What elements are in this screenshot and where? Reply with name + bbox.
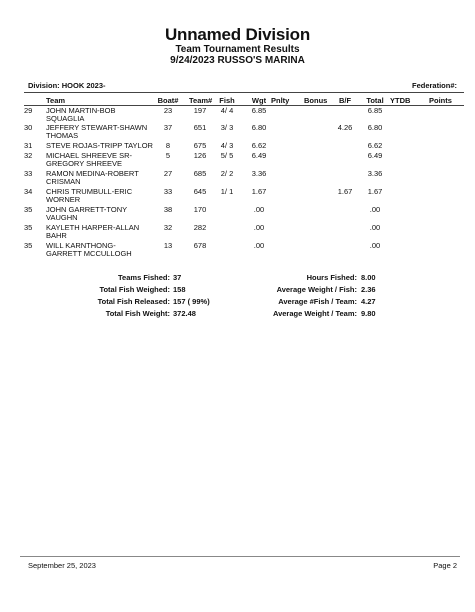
total-cell: 6.62: [367, 141, 383, 150]
team-cell: JEFFERY STEWART-SHAWN THOMAS: [46, 123, 148, 140]
col-ytdb: YTDB: [390, 96, 411, 105]
total-cell: .00: [369, 223, 381, 232]
rank-cell: 29: [24, 106, 33, 115]
boat-cell: 8: [165, 141, 171, 150]
team-number-cell: 675: [193, 141, 207, 150]
avg-weight-fish-label: Average Weight / Fish:: [276, 285, 357, 294]
fish-cell: 3/ 3: [220, 123, 234, 132]
weight-cell: .00: [253, 205, 265, 214]
fish-cell: 5/ 5: [220, 151, 234, 160]
weight-cell: 6.62: [251, 141, 267, 150]
col-fish: Fish: [219, 96, 235, 105]
hours-fished-value: 8.00: [361, 273, 376, 282]
division-label: Division: HOOK 2023-: [28, 81, 106, 90]
rank-cell: 32: [24, 151, 33, 160]
table-row: [24, 123, 464, 141]
team-cell: JOHN GARRETT-TONY VAUGHN: [46, 205, 127, 222]
avg-fish-team-value: 4.27: [361, 297, 376, 306]
total-fish-weight-label: Total Fish Weight:: [105, 309, 170, 318]
fish-cell: 2/ 2: [220, 169, 234, 178]
table-header: [24, 92, 464, 106]
team-cell: CHRIS TRUMBULL-ERIC WORNER: [46, 187, 133, 204]
federation-label: Federation#:: [411, 81, 457, 90]
total-fish-weighed-value: 158: [173, 285, 186, 294]
team-number-cell: 126: [193, 151, 207, 160]
summary-row: [0, 297, 475, 309]
fish-cell: 4/ 3: [220, 141, 234, 150]
weight-cell: 1.67: [251, 187, 267, 196]
table-row: [24, 169, 464, 187]
total-cell: 6.85: [367, 106, 383, 115]
hours-fished-label: Hours Fished:: [306, 273, 357, 282]
teams-fished-label: Teams Fished:: [118, 273, 170, 282]
table-row: [24, 223, 464, 241]
boat-cell: 5: [165, 151, 171, 160]
col-total: Total: [366, 96, 384, 105]
rank-cell: 35: [24, 223, 33, 232]
report-title: Unnamed Division: [164, 25, 311, 44]
page-number: Page 2: [433, 561, 457, 570]
total-cell: 6.49: [367, 151, 383, 160]
team-number-cell: 282: [193, 223, 207, 232]
avg-weight-fish-value: 2.36: [361, 285, 376, 294]
report-header: [0, 26, 475, 66]
col-team-number: Team#: [189, 96, 213, 105]
fish-cell: 4/ 4: [220, 106, 234, 115]
total-cell: 3.36: [367, 169, 383, 178]
weight-cell: .00: [253, 241, 265, 250]
rank-cell: 30: [24, 123, 33, 132]
team-cell: WILL KARNTHONG-GARRETT MCCULLOGH: [46, 241, 132, 258]
weight-cell: 6.80: [251, 123, 267, 132]
boat-cell: 33: [163, 187, 173, 196]
table-row: [24, 205, 464, 223]
col-points: Points: [429, 96, 452, 105]
avg-weight-team-value: 9.80: [361, 309, 376, 318]
team-cell: MICHAEL SHREEVE SR-GREGORY SHREEVE: [46, 151, 132, 168]
summary-block: [0, 273, 475, 321]
col-weight: Wgt: [251, 96, 267, 105]
footer-date: September 25, 2023: [28, 561, 96, 570]
rank-cell: 34: [24, 187, 33, 196]
total-fish-weight-value: 372.48: [173, 309, 196, 318]
rank-cell: 35: [24, 241, 33, 250]
table-row: [24, 241, 464, 259]
report-subtitle: Team Tournament Results: [175, 44, 300, 55]
team-cell: STEVE ROJAS-TRIPP TAYLOR: [46, 141, 153, 150]
total-fish-released-label: Total Fish Released:: [97, 297, 170, 306]
team-cell: RAMON MEDINA-ROBERT CRISMAN: [46, 169, 139, 186]
total-cell: 6.80: [367, 123, 383, 132]
total-cell: .00: [369, 205, 381, 214]
report-date-line: 9/24/2023 RUSSO'S MARINA: [170, 55, 305, 66]
boat-cell: 13: [163, 241, 173, 250]
total-cell: .00: [369, 241, 381, 250]
avg-weight-team-label: Average Weight / Team:: [272, 309, 357, 318]
team-number-cell: 645: [193, 187, 207, 196]
rank-cell: 33: [24, 169, 33, 178]
rank-cell: 31: [24, 141, 33, 150]
team-number-cell: 651: [193, 123, 207, 132]
col-team: Team: [46, 96, 66, 105]
table-row: [24, 151, 464, 169]
team-cell: KAYLETH HARPER-ALLAN BAHR: [46, 223, 140, 240]
weight-cell: .00: [253, 223, 265, 232]
avg-fish-team-label: Average #Fish / Team:: [278, 297, 357, 306]
boat-cell: 27: [163, 169, 173, 178]
col-penalty: Pnlty: [271, 96, 290, 105]
weight-cell: 6.85: [251, 106, 267, 115]
summary-row: [0, 285, 475, 297]
rank-cell: 35: [24, 205, 33, 214]
big-fish-cell: 1.67: [337, 187, 353, 196]
table-row: [24, 187, 464, 205]
team-number-cell: 170: [193, 205, 207, 214]
boat-cell: 38: [163, 205, 173, 214]
boat-cell: 23: [163, 106, 173, 115]
results-table: [24, 92, 464, 259]
teams-fished-value: 37: [173, 273, 182, 282]
team-number-cell: 678: [193, 241, 207, 250]
team-number-cell: 685: [193, 169, 207, 178]
summary-row: [0, 309, 475, 321]
big-fish-cell: 4.26: [337, 123, 353, 132]
total-cell: 1.67: [367, 187, 383, 196]
weight-cell: 6.49: [251, 151, 267, 160]
table-row: [24, 141, 464, 151]
table-row: [24, 106, 464, 123]
col-boat: Boat#: [157, 96, 179, 105]
fish-cell: 1/ 1: [220, 187, 234, 196]
total-fish-weighed-label: Total Fish Weighed:: [99, 285, 170, 294]
team-cell: JOHN MARTIN-BOB SQUAGLIA: [46, 106, 116, 123]
total-fish-released-value: 157 ( 99%): [173, 297, 210, 306]
team-number-cell: 197: [193, 106, 207, 115]
boat-cell: 37: [163, 123, 173, 132]
col-bonus: Bonus: [304, 96, 328, 105]
summary-row: [0, 273, 475, 285]
boat-cell: 32: [163, 223, 173, 232]
weight-cell: 3.36: [251, 169, 267, 178]
footer-divider: [20, 556, 460, 557]
col-big-fish: B/F: [338, 96, 352, 105]
